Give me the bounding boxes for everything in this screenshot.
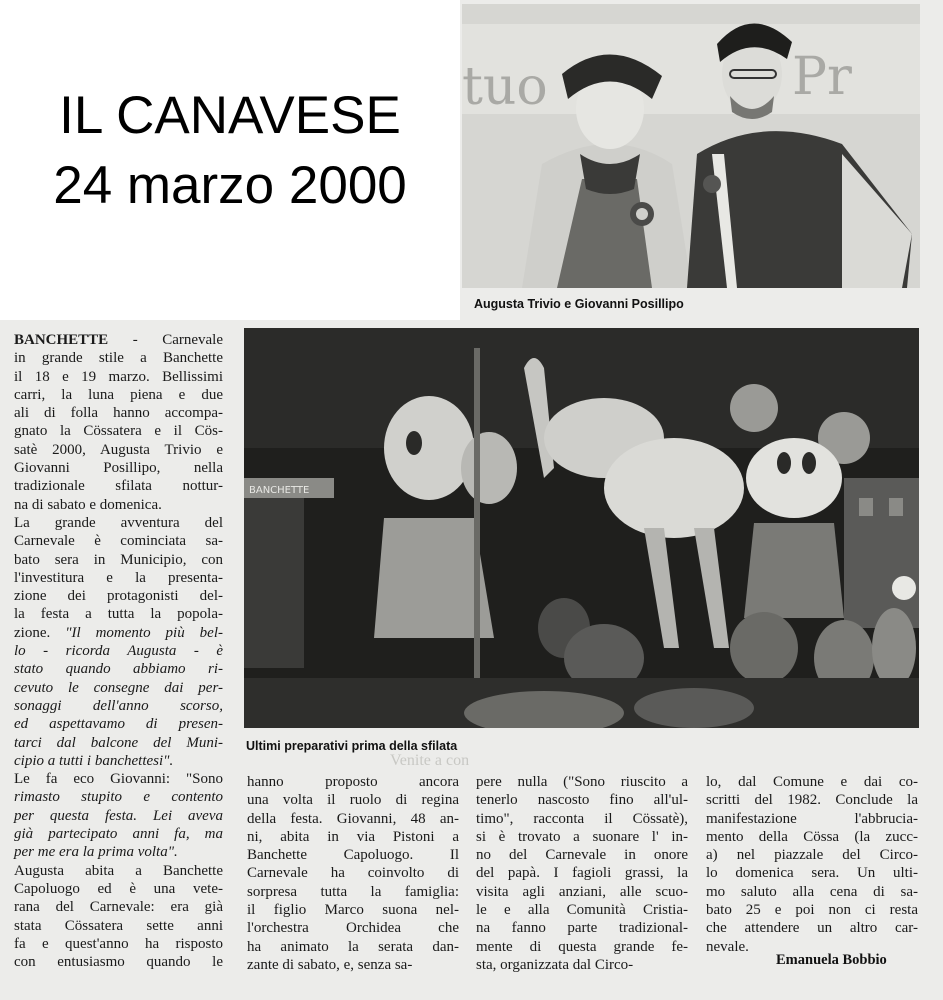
article-line: hanno proposto ancora [247, 774, 459, 790]
article-line: bato 25 e poi non ci resta [706, 902, 918, 919]
article-line: carri, la luna piena e due [14, 386, 223, 403]
article-line: Capoluogo ed è una vete- [14, 880, 223, 897]
article-line: no del Carnevale in onore [476, 847, 688, 864]
article-line: mo saluto alla cena di sa- [706, 883, 918, 900]
article-line: rana del Carnevale: era già [14, 899, 223, 916]
article-line: zione. "Il momento più bel- [14, 624, 223, 641]
article-line: per questa festa. Lei aveva [14, 807, 223, 824]
article-line: lo, dal Comune e dai co- [706, 774, 918, 790]
article-line: sorpresa tutta la famiglia: [247, 883, 459, 900]
article-line: l'orchestra Orchidea che [247, 920, 459, 937]
article-line: manifestazione l'abbrucia- [706, 810, 918, 827]
article-column-1 [14, 331, 223, 971]
article-line: visita agli anziani, alle scuo- [476, 883, 688, 900]
article-line: il 18 e 19 marzo. Bellissimi [14, 368, 223, 385]
article-line: na di sabato e domenica. [14, 496, 162, 513]
article-line: il figlio Marco suona nel- [247, 902, 459, 919]
masthead-date: 24 marzo 2000 [53, 156, 407, 215]
article-line: Carnevale ha coinvolto di [247, 865, 459, 882]
article-line: ni, abita in via Pistoni a [247, 828, 459, 845]
article-line: l'investitura e la presenta- [14, 569, 223, 586]
article-line: ali di folla hanno accompa- [14, 405, 223, 422]
photo-floats [244, 328, 919, 728]
article-line: satè 2000, Augusta Trivio e [14, 441, 223, 458]
article-column-4 [706, 773, 918, 956]
article-line: del papà. I fagioli grassi, la [476, 865, 688, 882]
article-line: cipio a tutti i banchettesi". [14, 752, 174, 769]
masthead-title: IL CANAVESE [59, 86, 401, 145]
article-line: sonaggi dell'anno scorso, [14, 697, 223, 714]
article-line: gnato la Cössatera e il Cös- [14, 423, 223, 440]
svg-text:tuo: tuo [462, 57, 548, 117]
article-line: Le fa eco Giovanni: "Sono [14, 771, 223, 788]
article-line: cevuto le consegne dai per- [14, 679, 223, 696]
article-line: Augusta abita a Banchette [14, 862, 223, 879]
article-line: rimasto stupito e contento [14, 789, 223, 806]
photo-floats-caption: Ultimi preparativi prima della sfilata [246, 739, 458, 753]
article-line: zante di sabato, e, senza sa- [247, 956, 413, 973]
article-column-3 [476, 773, 688, 974]
article-line: pere nulla ("Sono riuscito a [476, 774, 688, 790]
article-line: lo - ricorda Augusta - è [14, 643, 223, 660]
article-line: della festa. Giovanni, 48 an- [247, 810, 459, 827]
article-line: la festa a tutta la popola- [14, 606, 223, 623]
article-line: nevale. [706, 938, 749, 955]
article-column-2 [247, 773, 459, 974]
article-line: ed aspettavamo di presen- [14, 716, 223, 733]
svg-text:Pr: Pr [792, 47, 852, 107]
photo-couple [462, 4, 920, 288]
article-line: tradizionale sfilata nottur- [14, 478, 223, 495]
article-line: Giovanni Posillipo, nella [14, 460, 223, 477]
article-line: le e alla Comunità Cristia- [476, 902, 688, 919]
article-line: Carnevale è cominciata sa- [14, 533, 223, 550]
article-line: tarci dal balcone del Muni- [14, 734, 223, 751]
article-line: già partecipato anni fa, ma [14, 826, 223, 843]
article-line: mente di questa grande fe- [476, 938, 688, 955]
article-line: stato quando abbiamo ri- [14, 661, 223, 678]
article-line: BANCHETTE - Carnevale [14, 332, 223, 348]
article-line: tenerlo nascosto fino all'ul- [476, 792, 688, 809]
article-line: mento della Cössa (la zucc- [706, 828, 918, 845]
article-line: Banchette Capoluogo. Il [247, 847, 459, 864]
article-line: sta, organizzata dal Circo- [476, 956, 634, 973]
article-line: in grande stile a Banchette [14, 350, 223, 367]
article-line: timo", racconta il Cössatè), [476, 810, 688, 827]
float-banner-text: BANCHETTE [249, 485, 310, 496]
article-line: scritti del 1982. Conclude la [706, 792, 918, 809]
article-line: bato sera in Municipio, con [14, 551, 223, 568]
article-line: con entusiasmo quando le [14, 954, 223, 971]
article-line: che attendere un altro car- [706, 920, 918, 937]
photo-couple-caption: Augusta Trivio e Giovanni Posillipo [474, 297, 684, 311]
article-line: lo domenica sera. Un ulti- [706, 865, 918, 882]
byline: Emanuela Bobbio [776, 952, 887, 968]
article-line: per me era la prima volta". [14, 844, 178, 861]
article-line: na fanno parte tradizional- [476, 920, 688, 937]
article-line: ha animato la serata dan- [247, 938, 459, 955]
masthead [0, 0, 460, 320]
article-line: a) nel piazzale del Circo- [706, 847, 918, 864]
article-line: una volta il ruolo di regina [247, 792, 459, 809]
article-line: La grande avventura del [14, 514, 223, 531]
article-line: stata Cössatera sette anni [14, 917, 223, 934]
article-line: si è trovato a suonare l' in- [476, 828, 688, 845]
bleed-through-text: Venite a con [390, 752, 470, 769]
article-line: fa e quest'anno ha risposto [14, 935, 223, 952]
article-line: zione dei protagonisti del- [14, 588, 223, 605]
